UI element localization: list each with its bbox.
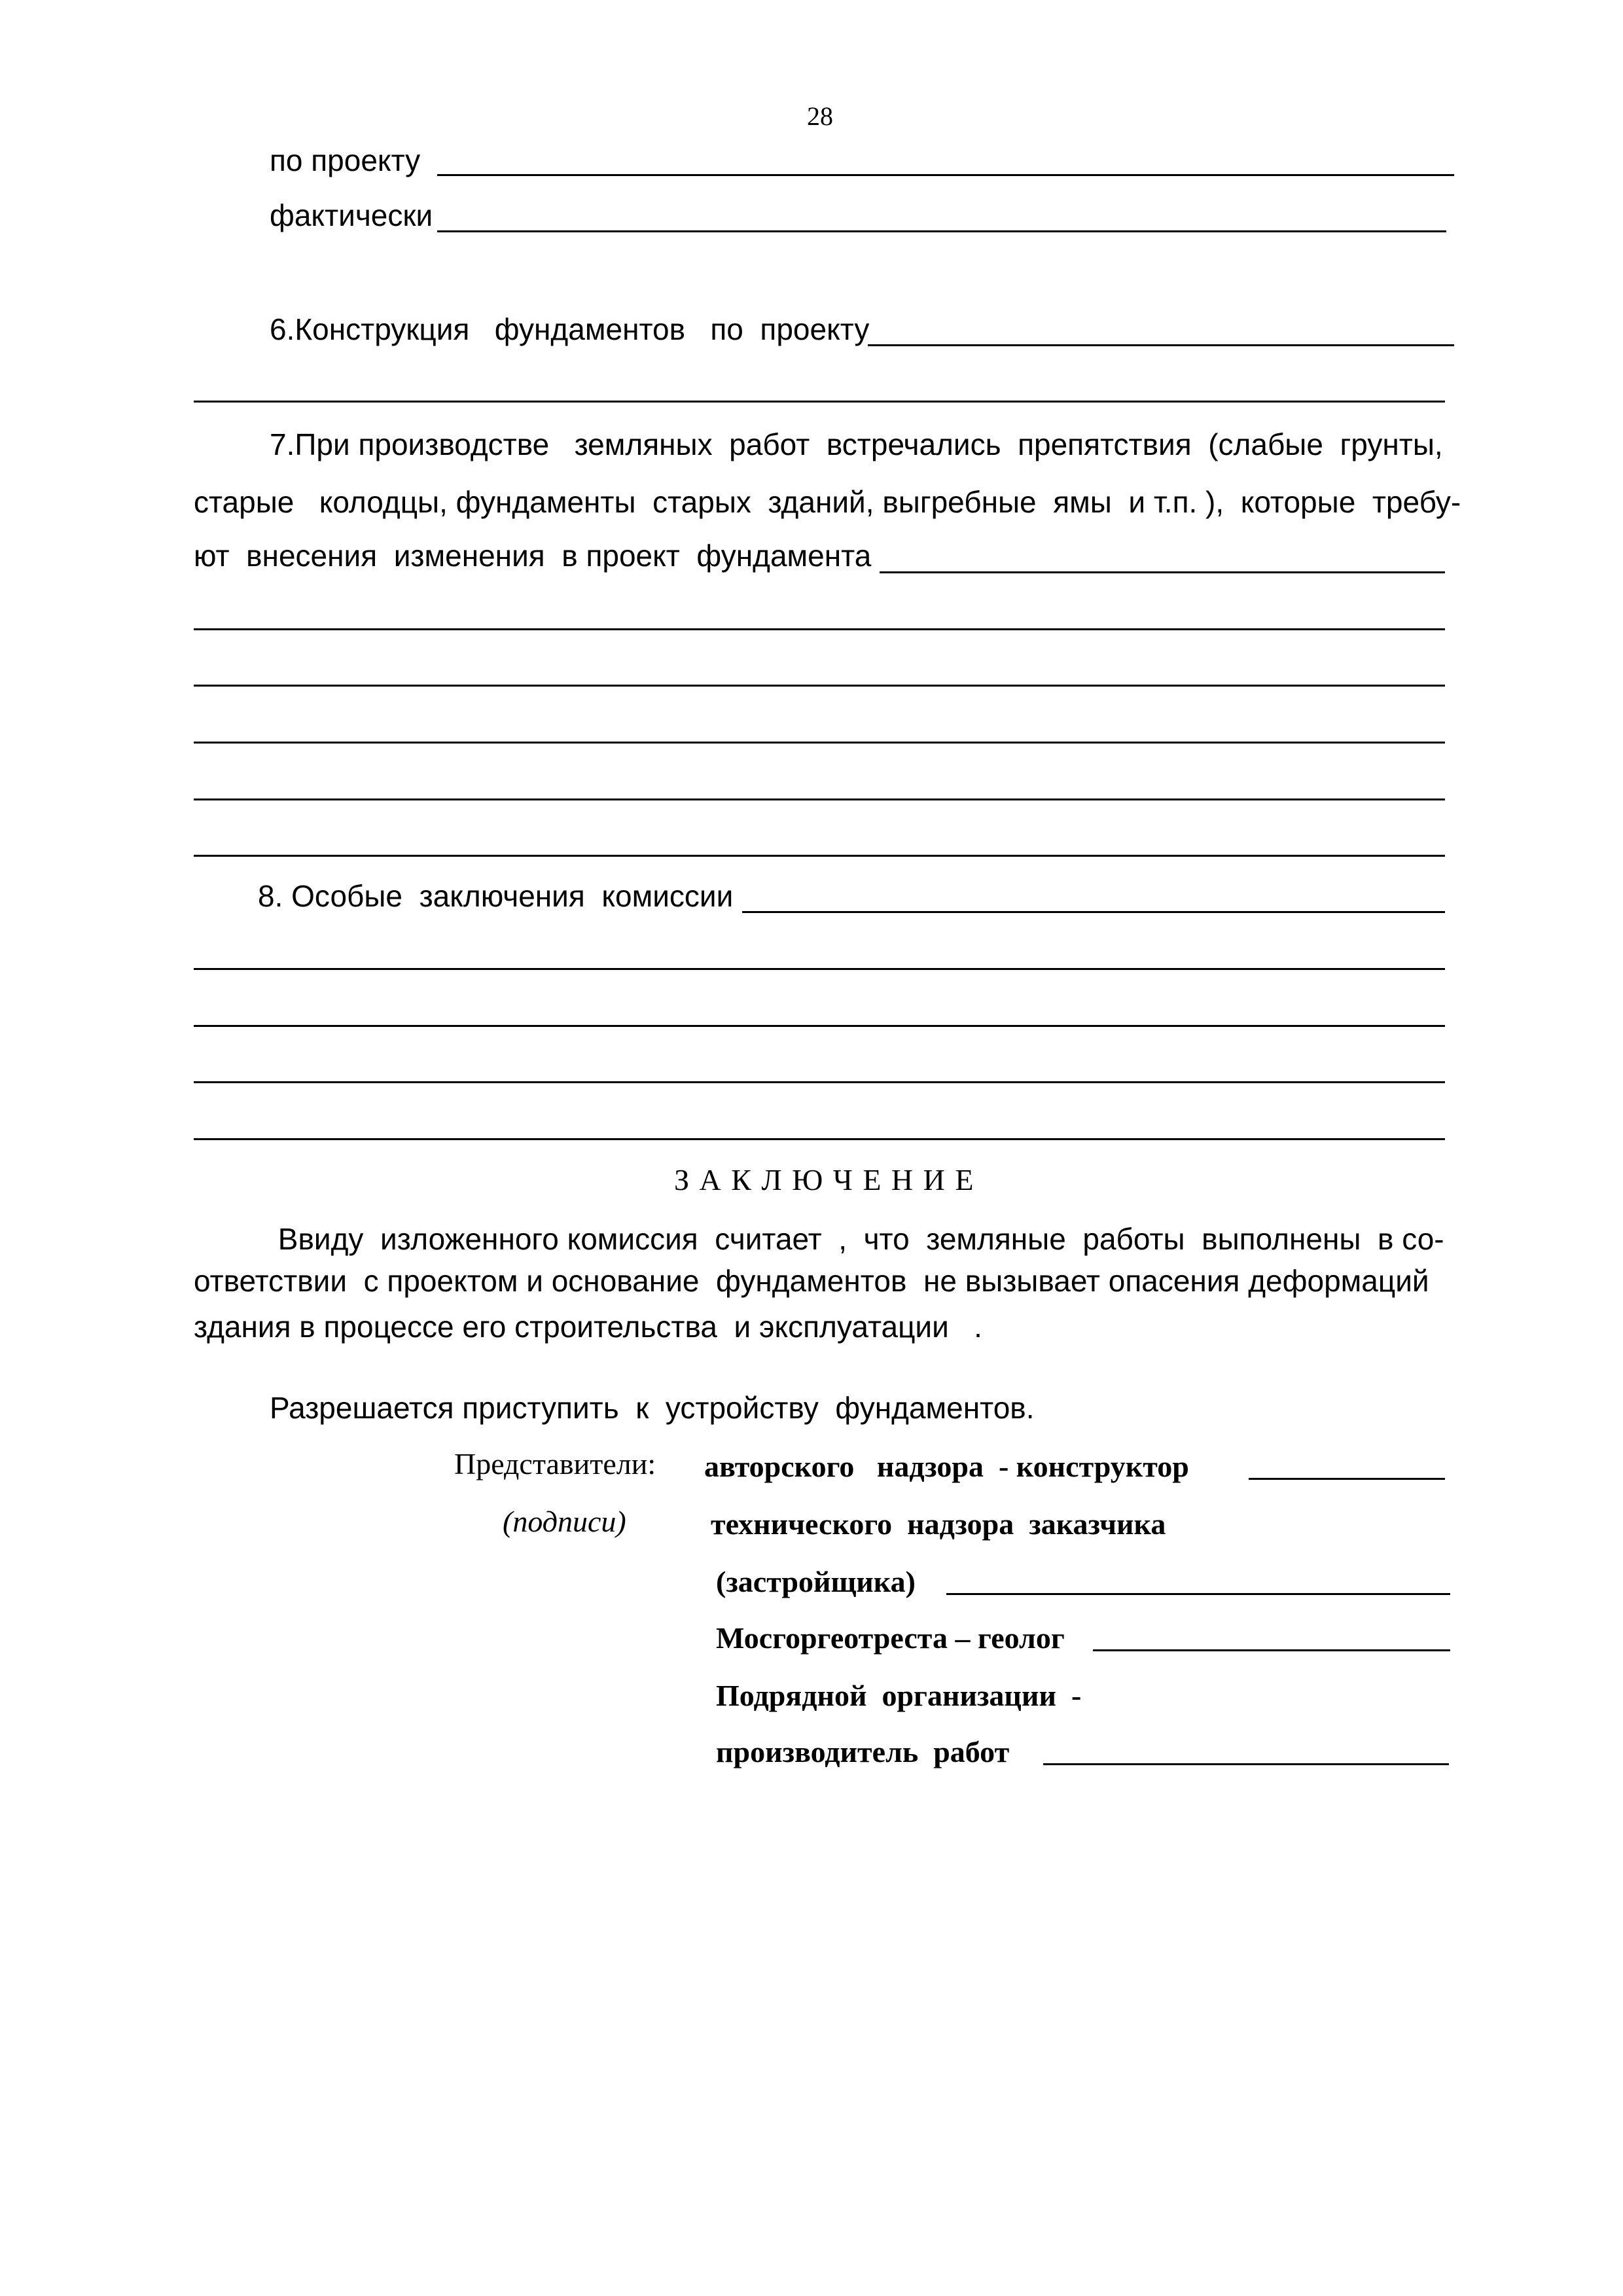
- item-6-fill-line[interactable]: [868, 344, 1454, 346]
- representatives-label: Представители:: [454, 1447, 656, 1480]
- item-7-fill-line-5[interactable]: [194, 798, 1445, 800]
- conclusion-line-2: ответствии с проектом и основание фундаментов не вызывает опасения деформаций: [194, 1264, 1429, 1298]
- fill-line-po-proektu[interactable]: [437, 174, 1454, 176]
- conclusion-line-3: здания в процессе его строительства и эксплуатации .: [194, 1310, 982, 1344]
- item-7-line-1-text: 7.При производстве земляных работ встречались препятствия (слабые грунты,: [270, 427, 1443, 461]
- contractor-label: Подрядной организации -: [716, 1679, 1082, 1712]
- item-7-line-1: [270, 427, 1455, 462]
- item-7-line-3: ют внесения изменения в проект фундамента: [194, 539, 872, 573]
- developer-label: (застройщика): [716, 1565, 916, 1598]
- item-8-label: 8. Особые заключения комиссии: [258, 879, 734, 913]
- author-supervision-label: авторского надзора - конструктор: [704, 1450, 1189, 1483]
- developer-signature-line[interactable]: [946, 1593, 1450, 1595]
- item-6-label: 6.Конструкция фундаментов по проекту: [270, 312, 870, 346]
- permit-line: Разрешается приступить к устройству фундаментов.: [270, 1391, 1035, 1425]
- item-7-fill-line[interactable]: [880, 571, 1445, 573]
- item-7-fill-line-3[interactable]: [194, 685, 1445, 687]
- item-8-fill-line[interactable]: [742, 911, 1445, 913]
- producer-signature-line[interactable]: [1043, 1763, 1449, 1765]
- mosgorgeotrest-signature-line[interactable]: [1093, 1649, 1450, 1651]
- item-7-fill-line-4[interactable]: [194, 742, 1445, 744]
- producer-label: производитель работ: [716, 1735, 1010, 1768]
- item-8-fill-line-4[interactable]: [194, 1081, 1445, 1083]
- item-7-line-2-text: старые колодцы, фундаменты старых зданий, выгребные ямы и т.п. ), которые требу-: [194, 485, 1461, 519]
- field-label-po-proektu: по проекту: [270, 143, 421, 177]
- item-8-fill-line-2[interactable]: [194, 968, 1445, 970]
- conclusion-line-1-text: Ввиду изложенного комиссия считает , что земляные работы выполнены в со-: [270, 1222, 1444, 1256]
- technical-supervision-label: технического надзора заказчика: [711, 1507, 1166, 1541]
- mosgorgeotrest-label: Мосгоргеотреста – геолог: [716, 1621, 1065, 1655]
- field-label-fakticheski: фактически: [270, 198, 433, 232]
- conclusion-line-1: [270, 1221, 1444, 1257]
- item-7-fill-line-2[interactable]: [194, 628, 1445, 630]
- conclusion-heading: З А К Л Ю Ч Е Н И Е: [674, 1163, 975, 1196]
- page-number: 28: [807, 101, 833, 131]
- signatures-label: (подписи): [503, 1505, 626, 1538]
- item-7-fill-line-6[interactable]: [194, 855, 1445, 857]
- item-8-fill-line-3[interactable]: [194, 1025, 1445, 1027]
- item-8-fill-line-5[interactable]: [194, 1138, 1445, 1140]
- author-signature-line[interactable]: [1249, 1478, 1445, 1480]
- item-6-fill-line-2[interactable]: [194, 401, 1445, 403]
- item-7-line-2: [194, 484, 1461, 520]
- fill-line-fakticheski[interactable]: [437, 230, 1446, 232]
